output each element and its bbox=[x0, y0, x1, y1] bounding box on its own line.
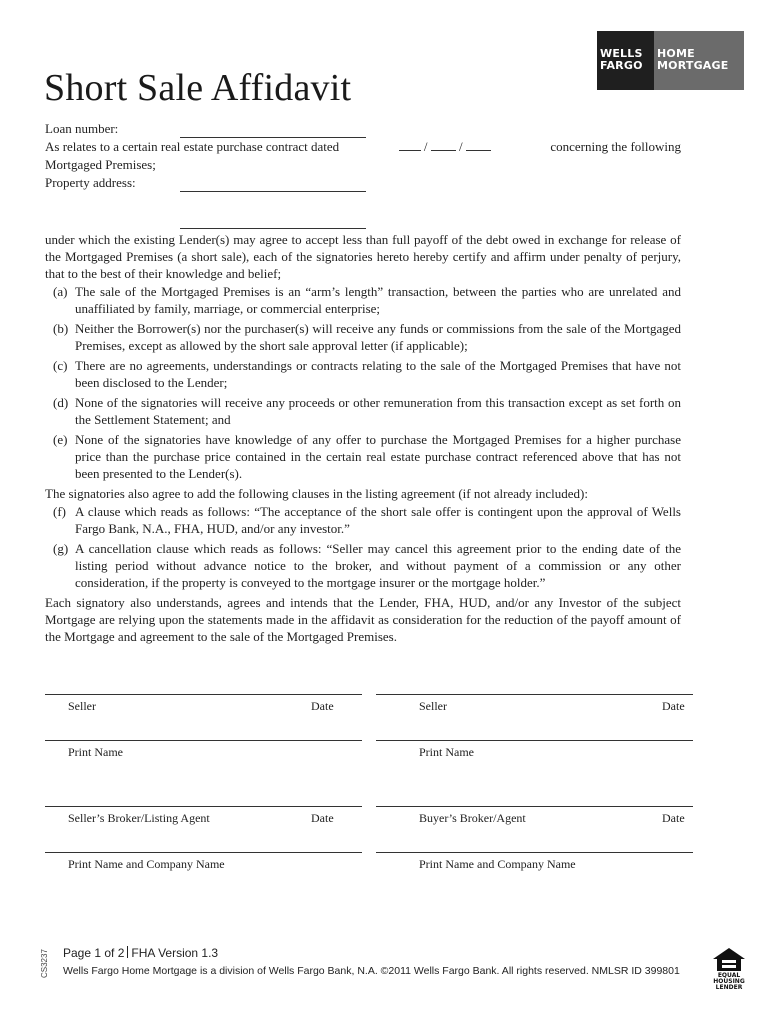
print-company-line-right[interactable] bbox=[376, 852, 693, 853]
ehl-line1: EQUAL HOUSING bbox=[713, 972, 745, 985]
contract-date-group bbox=[399, 138, 491, 156]
list-item-text: None of the signatories will receive any proceeds or other remuneration from this transaction except as set forth on the Settlement Statement; and bbox=[75, 395, 681, 427]
seller-signature-line-left[interactable] bbox=[45, 694, 362, 695]
list-marker: (b) bbox=[53, 321, 69, 336]
logo-text-fargo: FARGO bbox=[600, 59, 643, 72]
date-label-left-1: Date bbox=[311, 699, 334, 713]
sellers-broker-label: Seller’s Broker/Listing Agent bbox=[68, 811, 210, 825]
affidavit-body bbox=[45, 231, 681, 646]
clause-item-g bbox=[53, 540, 681, 591]
logo-text-mortgage: MORTGAGE bbox=[657, 59, 729, 72]
list-item-text: There are no agreements, understandings or contracts relating to the sale of the Mortgaged Premises that have not been disclosed to the Lender; bbox=[75, 358, 681, 390]
list-marker: (f) bbox=[53, 504, 66, 519]
list-marker: (e) bbox=[53, 432, 68, 447]
contract-date-sep2: / bbox=[458, 139, 463, 154]
list-item-e bbox=[53, 431, 681, 482]
wells-fargo-home-mortgage-logo bbox=[597, 31, 744, 90]
logo-wells-fargo-block bbox=[597, 31, 654, 90]
list-item-a bbox=[53, 283, 681, 317]
buyers-broker-label: Buyer’s Broker/Agent bbox=[419, 811, 526, 825]
print-name-label-right: Print Name bbox=[419, 745, 474, 759]
page-indicator bbox=[63, 946, 218, 960]
print-name-line-right[interactable] bbox=[376, 740, 693, 741]
print-name-line-left[interactable] bbox=[45, 740, 362, 741]
contract-date-year-field[interactable] bbox=[466, 138, 491, 151]
document-title: Short Sale Affidavit bbox=[44, 67, 352, 109]
logo-text-home: HOME bbox=[657, 47, 695, 60]
date-label-left-2: Date bbox=[311, 811, 334, 825]
list-marker: (c) bbox=[53, 358, 68, 373]
print-name-label-left: Print Name bbox=[68, 745, 123, 759]
contract-date-day-field[interactable] bbox=[431, 138, 456, 151]
form-code: CS3237 bbox=[40, 949, 49, 978]
copyright-notice: Wells Fargo Home Mortgage is a division of Wells Fargo Bank, N.A. ©2011 Wells Fargo Bank. All rights reserved. NMLSR ID 399801 bbox=[63, 965, 680, 977]
intro-paragraph: under which the existing Lender(s) may agree to accept less than full payoff of the debt owed in exchange for release of the Mortgaged Premises (a short sale), each of the signatories hereto hereby certify and affirm under penalty of perjury, that to the best of their knowledge and belief; bbox=[45, 232, 681, 281]
closing-paragraph: Each signatory also understands, agrees and intends that the Lender, FHA, HUD, and/or any Investor of the subject Mortgage are relying upon the statements made in the affidavit as consideration for the reduction of the payoff amount of the Mortgage and agreement to the sale of the Mortgaged Premises. bbox=[45, 595, 681, 644]
list-item-d bbox=[53, 394, 681, 428]
print-company-label-left: Print Name and Company Name bbox=[68, 857, 225, 871]
date-label-right-2: Date bbox=[662, 811, 685, 825]
contract-date-sep1: / bbox=[423, 139, 428, 154]
clause-item-f bbox=[53, 503, 681, 537]
ehl-line2: LENDER bbox=[715, 984, 743, 991]
print-company-line-left[interactable] bbox=[45, 852, 362, 853]
contract-date-month-field[interactable] bbox=[399, 138, 421, 151]
loan-number-label: Loan number: bbox=[45, 121, 119, 136]
mortgaged-premises-row bbox=[45, 156, 681, 174]
clauses-intro-paragraph: The signatories also agree to add the following clauses in the listing agreement (if not already included): bbox=[45, 486, 588, 501]
contract-date-row bbox=[45, 138, 681, 156]
list-item-text: The sale of the Mortgaged Premises is an “arm’s length” transaction, between the parties who are unrelated and unaffiliated by family, marriage, or commercial enterprise; bbox=[75, 284, 681, 316]
list-marker: (g) bbox=[53, 541, 69, 556]
property-address-label: Property address: bbox=[45, 175, 136, 190]
seller-signature-line-right[interactable] bbox=[376, 694, 693, 695]
buyers-broker-signature-line[interactable] bbox=[376, 806, 693, 807]
equal-housing-lender-label bbox=[709, 973, 749, 991]
loan-number-row bbox=[45, 120, 681, 138]
list-item-c bbox=[53, 357, 681, 391]
clause-item-text: A cancellation clause which reads as follows: “Seller may cancel this agreement prior to the ending date of the listing period without advance notice to the broker, and without payment of a commission or any other consideration, if the property is conveyed to the mortgage insurer or the mortgage holder.” bbox=[75, 541, 681, 590]
property-address-field-2[interactable] bbox=[180, 211, 366, 229]
list-marker: (d) bbox=[53, 395, 69, 410]
print-company-label-right: Print Name and Company Name bbox=[419, 857, 576, 871]
list-item-text: None of the signatories have knowledge of any offer to purchase the Mortgaged Premises for a higher purchase price than the purchase price contained in the certain real estate purchase contract referenced above that has not been presented to the Lender(s). bbox=[75, 432, 681, 481]
property-address-row bbox=[45, 174, 681, 192]
form-version: FHA Version 1.3 bbox=[131, 946, 219, 960]
mortgaged-premises-text: Mortgaged Premises; bbox=[45, 157, 156, 172]
header-fields bbox=[45, 120, 681, 229]
page-number: Page 1 of 2 bbox=[63, 946, 125, 960]
property-address-field-1[interactable] bbox=[180, 174, 366, 192]
contract-suffix-text: concerning the following bbox=[550, 139, 681, 154]
footer-separator bbox=[127, 946, 128, 958]
list-item-text: Neither the Borrower(s) nor the purchaser(s) will receive any funds or commissions from the sale of the Mortgaged Premises, except as allowed by the short sale approval letter (if applicable); bbox=[75, 321, 681, 353]
list-marker: (a) bbox=[53, 284, 68, 299]
logo-text-wells: WELLS bbox=[600, 47, 643, 60]
seller-label-right: Seller bbox=[419, 699, 447, 713]
date-label-right-1: Date bbox=[662, 699, 685, 713]
list-item-b bbox=[53, 320, 681, 354]
property-address-row-2 bbox=[45, 211, 681, 229]
clause-item-text: A clause which reads as follows: “The acceptance of the short sale offer is contingent upon the approval of Wells Fargo Bank, N.A., FHA, HUD, and/or any investor.” bbox=[75, 504, 681, 536]
seller-label-left: Seller bbox=[68, 699, 96, 713]
loan-number-field[interactable] bbox=[180, 120, 366, 138]
logo-home-mortgage-block bbox=[654, 31, 744, 90]
sellers-broker-signature-line[interactable] bbox=[45, 806, 362, 807]
contract-prefix-text: As relates to a certain real estate purchase contract dated bbox=[45, 139, 340, 154]
